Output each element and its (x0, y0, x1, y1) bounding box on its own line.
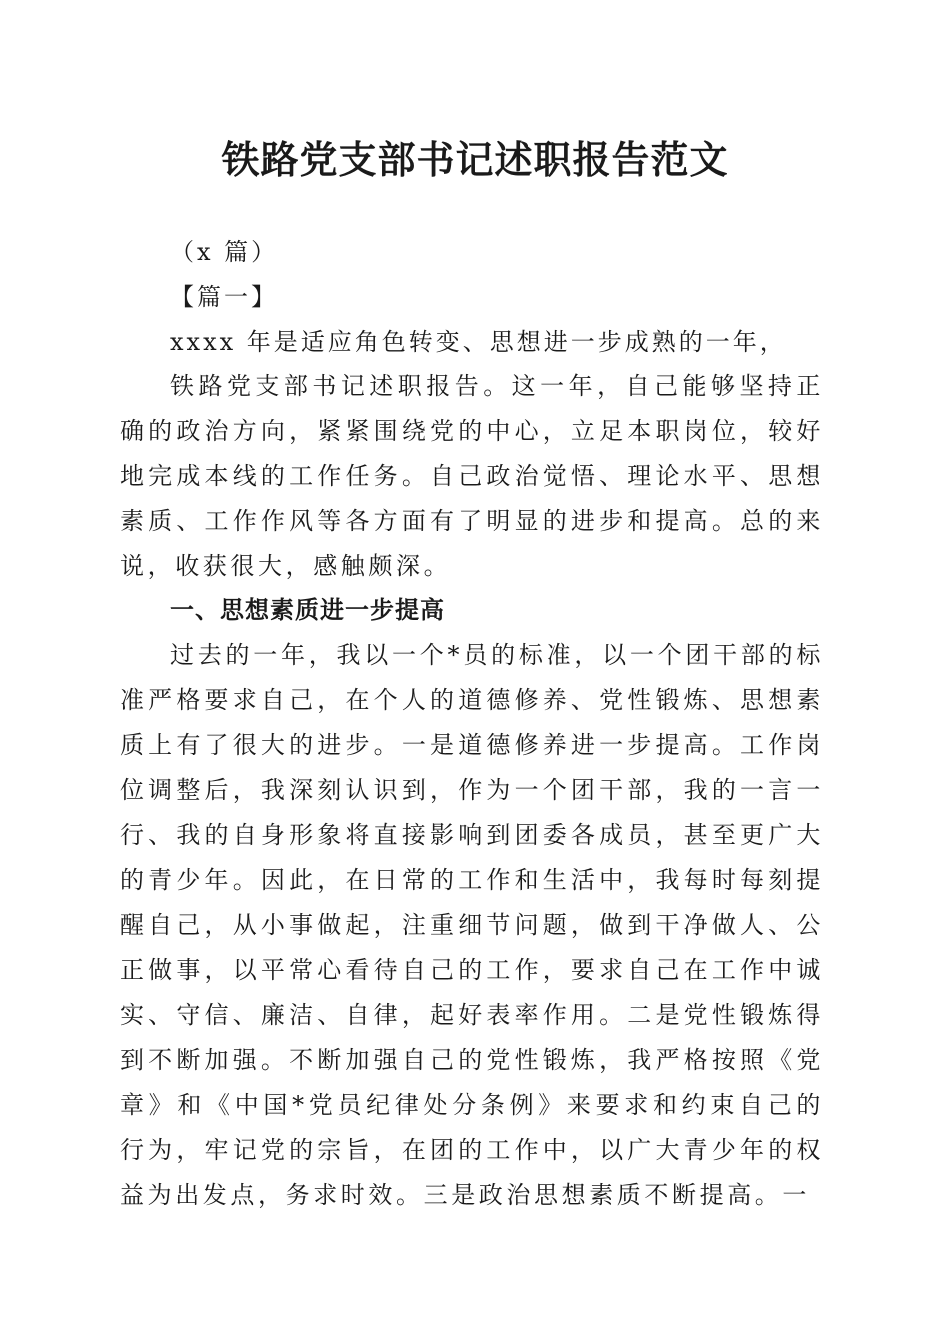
paragraph-2: 过去的一年，我以一个*员的标准，以一个团干部的标准严格要求自己，在个人的道德修养、党性锻炼、思想素质上有了很大的进步。一是道德修养进一步提高。工作岗位调整后，我深刻认识到，作为一个团干部，我的一言一行、我的自身形象将直接影响到团委各成员，甚至更广大的青少年。因此，在日常的工作和生活中，我每时每刻提醒自己，从小事做起，注重细节问题，做到干净做人、公正做事，以平常心看待自己的工作，要求自己在工作中诚实、守信、廉洁、自律，起好表率作用。二是党性锻炼得到不断加强。不断加强自己的党性锻炼，我严格按照《党章》和《中国*党员纪律处分条例》来要求和约束自己的行为，牢记党的宗旨，在团的工作中，以广大青少年的权益为出发点，务求时效。三是政治思想素质不断提高。一 (120, 641, 824, 1209)
section-heading-1: 一、思想素质进一步提高 (170, 596, 445, 624)
paragraph-1: 铁路党支部书记述职报告。这一年，自己能够坚持正确的政治方向，紧紧围绕党的中心，立足本职岗位，较好地完成本线的工作任务。自己政治觉悟、理论水平、思想素质、工作作风等各方面有了明显的进步和提高。总的来说，收获很大，感触颇深。 (120, 372, 824, 580)
count-note: （x 篇） (170, 238, 279, 266)
section-tag: 【篇一】 (170, 283, 278, 311)
intro-line: xxxx 年是适应角色转变、思想进一步成熟的一年， (170, 328, 787, 356)
document-title: 铁路党支部书记述职报告范文 (221, 137, 729, 182)
